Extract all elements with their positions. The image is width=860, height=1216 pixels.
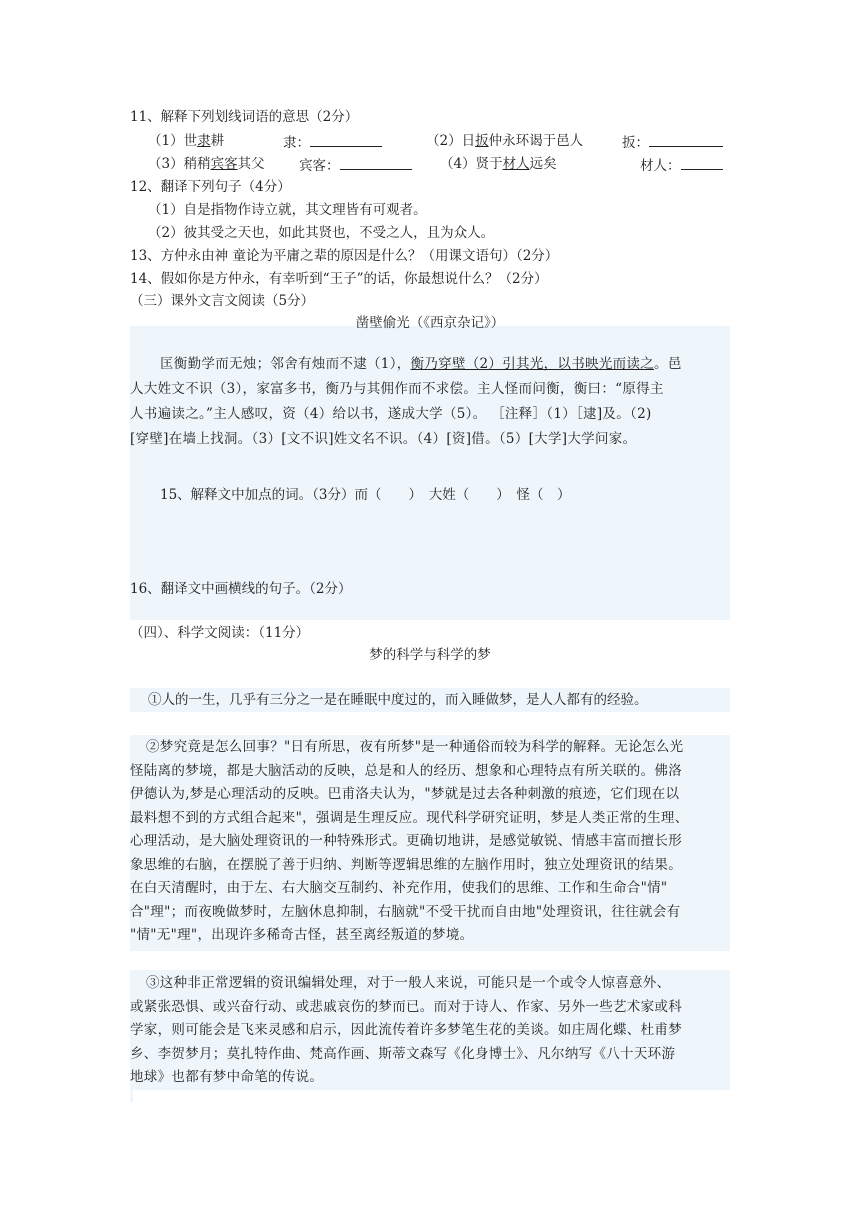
q11-item-3-answer: 宾客： <box>299 155 412 175</box>
question-15: 15、解释文中加点的词。（3分）而（ ） 大姓（ ） 怪（ ） <box>160 487 571 503</box>
part-4-passage-title: 梦的科学与科学的梦 <box>369 647 491 663</box>
answer-blank[interactable] <box>340 155 412 170</box>
q11-item-2: （2）日扳仲永环谒于邑人 <box>426 133 584 149</box>
paragraph-3: ③这种非正常逻辑的资讯编辑处理，对于一般人来说，可能只是一个或令人惊喜意外、 或紧张恐惧、或兴奋行动、或悲戚哀伤的梦而已。而对于诗人、作家、另外一些艺术家或科 学家，则可能会是飞来灵感和启示，因此流传着许多梦笔生花的美谈。如庄周化蝶、杜甫梦 乡、李贺梦月；莫扎特作曲、梵高作画、斯蒂文森写《化身博士》、凡尔纳写《八十天环游 地球》也都有梦中命笔的传说。 <box>130 975 682 1085</box>
q11-item-3: （3）稍稍宾客其父 <box>148 156 265 172</box>
question-13: 13、方仲永由神 童论为平庸之辈的原因是什么？（用课文语句）（2分） <box>130 248 559 264</box>
q11-item-4: （4）贤于材人远矣 <box>440 156 557 172</box>
part-3-heading: （三）课外文言文阅读（5分） <box>130 293 315 309</box>
paragraph-2: ②梦究竟是怎么回事？"日有所思，夜有所梦"是一种通俗而较为科学的解释。无论怎么光 怪陆离的梦境，都是大脑活动的反映，总是和人的经历、想象和心理特点有所关联的。佛洛 伊德认为,梦是心理活动的反映。巴甫洛夫认为，"梦就是过去各种刺激的痕迹，它们现在以 最料想不到的方式组合起来"，强调是生理反应。现代科学研究证明，梦是人类正常的生理、 心理活动，是大脑处理资讯的一种特殊形式。更确切地讲，是感觉敏锐、情感丰富而擅长形 象思维的右脑，在摆脱了善于归纳、判断等逻辑思维的左脑作用时，独立处理资讯的结果。 在白天清醒时，由于左、右大脑交互制约、补充作用，使我们的思维、工作和生命合"情" 合"理"；而夜晚做梦时，左脑休息抑制，右脑就"不受干扰而自由地"处理资讯，往往就会有 "情"无"理"，出现许多稀奇古怪，甚至离经叛道的梦境。 <box>130 739 689 943</box>
paragraph-1: ①人的一生，几乎有三分之一是在睡眠中度过的，而入睡做梦，是人人都有的经验。 <box>148 692 648 708</box>
part-3-passage: 匡衡勤学而无烛；邻舍有烛而不逮（1），衡乃穿壁（2）引其光，以书映光而读之。邑 人大姓文不识（3），家富多书，衡乃与其佣作而不求偿。主人怪而问衡，衡曰：“原得主 人书遍读之。”主人感叹，资（4）给以书，遂成大学（5）。 ［注释］（1）［逮]及。（2) [穿壁]在墙上找洞。（3）[文不识]姓文名不识。（4）[资]借。（5）[大学]大学问家。 <box>130 356 682 447</box>
q11-item-2-answer: 扳： <box>622 132 723 152</box>
question-12-title: 12、翻译下列句子（4分） <box>130 179 291 195</box>
part-3-passage-title: 凿壁偷光（《西京杂记》） <box>355 315 505 331</box>
q12-sentence-2: （2）彼其受之天也，如此其贤也，不受之人，且为众人。 <box>148 225 495 241</box>
question-14: 14、假如你是方仲永，有幸听到“王子”的话，你最想说什么？（2分） <box>130 271 548 287</box>
cursor-mark <box>130 1086 133 1102</box>
part-4-heading: （四）、科学文阅读：（11分） <box>130 625 310 641</box>
q12-sentence-1: （1）自是指物作诗立就，其文理皆有可观者。 <box>148 202 427 218</box>
answer-blank[interactable] <box>310 132 382 147</box>
question-16: 16、翻译文中画横线的句子。（2分） <box>130 581 352 597</box>
underlined-sentence: 衡乃穿壁（2）引其光，以书映光而读之 <box>410 356 655 372</box>
answer-blank[interactable] <box>681 155 723 170</box>
question-11-title: 11、解释下列划线词语的意思（2分） <box>130 109 359 125</box>
q11-item-1-answer: 隶： <box>283 132 382 152</box>
q11-item-4-answer: 材人： <box>640 155 723 175</box>
q11-item-1: （1）世隶耕 <box>148 133 225 149</box>
answer-blank[interactable] <box>649 132 723 147</box>
